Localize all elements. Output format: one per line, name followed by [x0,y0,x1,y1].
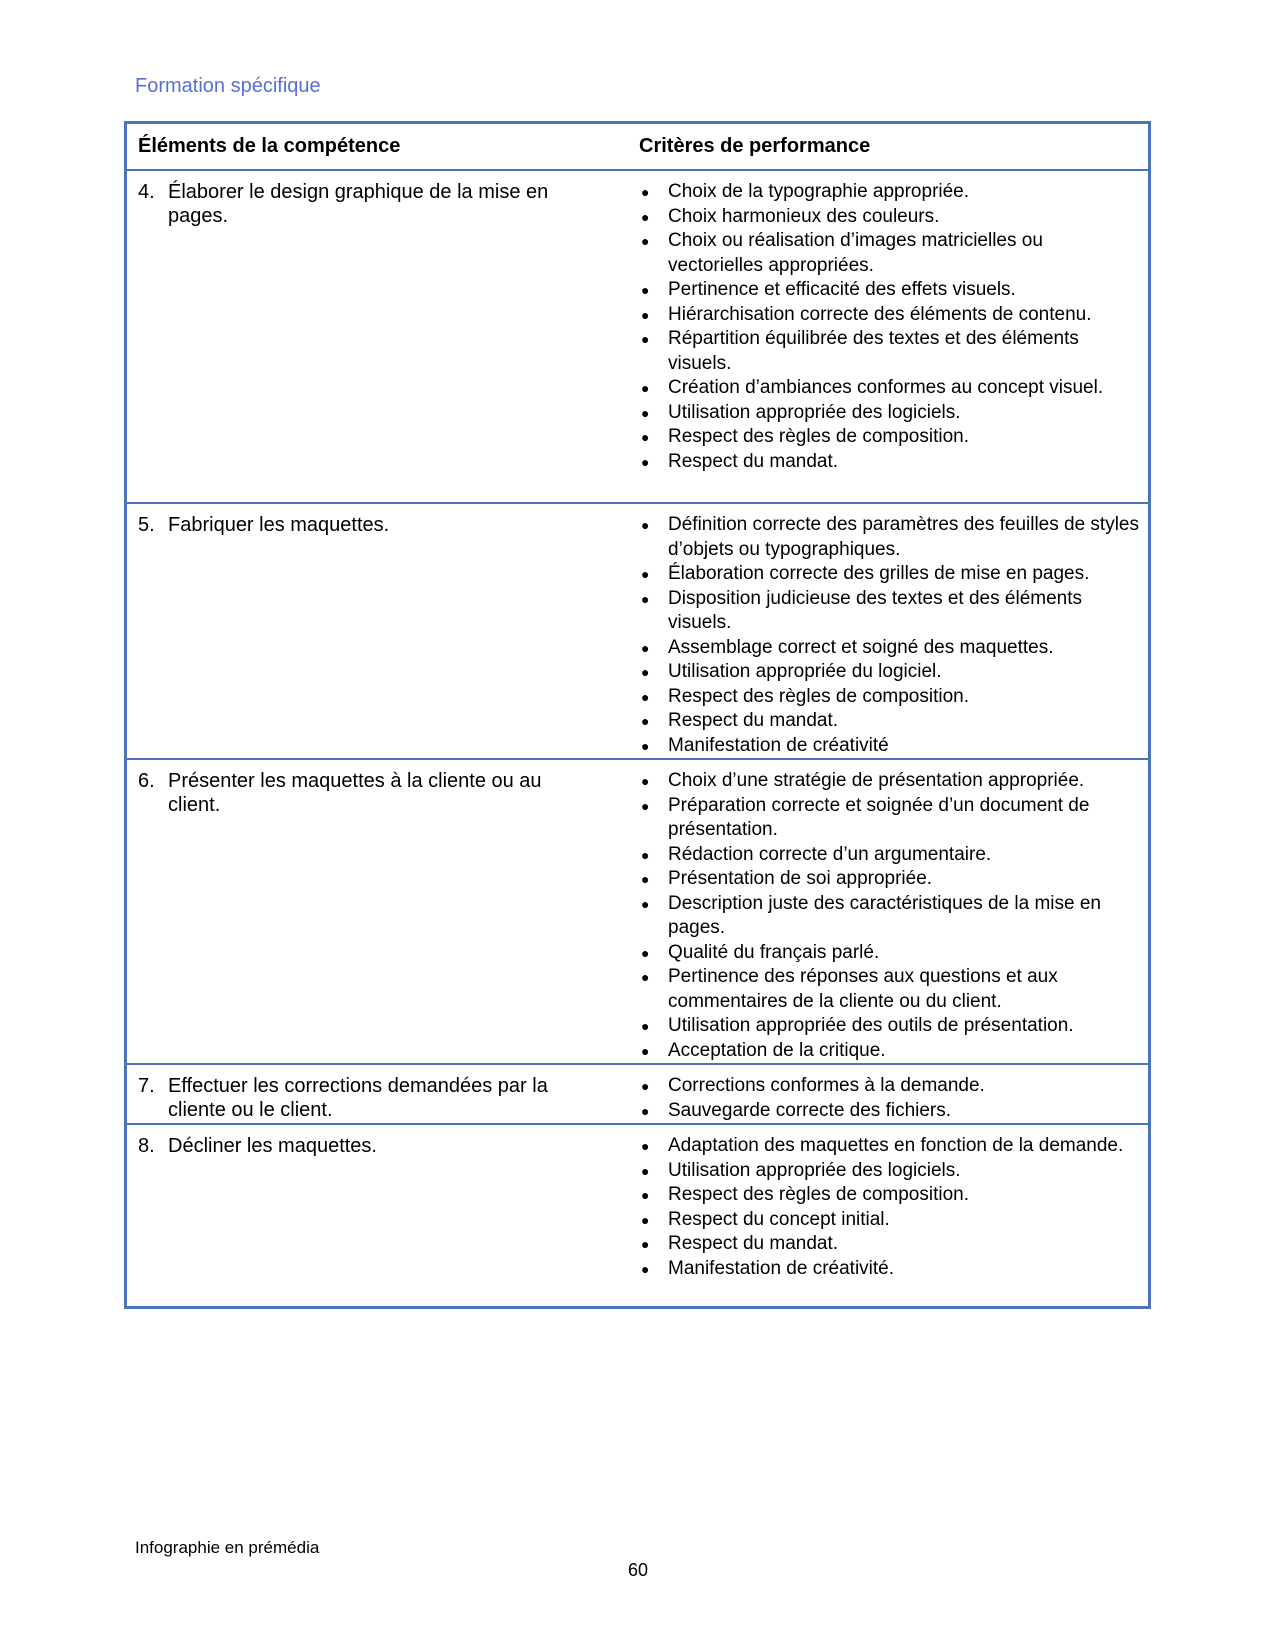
list-item [639,1134,1148,1159]
criterion-text: Préparation correcte et soignée d’un document de présentation. [668,794,1090,840]
list-item [639,769,1148,794]
list-item [639,513,1148,562]
bullet-icon: ● [641,184,650,200]
criterion-text: Élaboration correcte des grilles de mise en pages. [668,563,1090,584]
list-item [639,1183,1148,1208]
performance-criteria [639,1074,1148,1123]
competence-table [124,121,1151,1309]
criterion-text: Pertinence des réponses aux questions et aux commentaires de la cliente ou du client. [668,966,1058,1012]
bullet-icon: ● [641,1260,650,1277]
criterion-text: Respect du mandat. [668,710,839,731]
element-number: 6. [138,770,155,792]
criterion-text: Choix harmonieux des couleurs. [668,205,940,227]
list-item [639,1208,1148,1233]
table-row [127,171,1148,504]
bullet-icon: ● [641,1018,650,1034]
bullet-icon: ● [641,737,650,754]
performance-criteria [639,769,1148,1063]
list-item [639,229,1148,278]
list-item [639,180,1148,205]
bullet-icon: ● [641,797,650,814]
element-number: 4. [138,181,155,203]
list-item [639,376,1148,401]
element-text: Effectuer les corrections demandées par la cliente ou le client. [168,1075,548,1121]
element-text: Fabriquer les maquettes. [168,514,390,536]
list-item [639,709,1148,734]
criterion-text: Manifestation de créativité. [668,1257,895,1279]
bullet-icon: ● [641,1102,650,1119]
bullet-icon: ● [641,1078,650,1094]
performance-criteria [639,1134,1148,1306]
table-row [127,504,1148,760]
competence-element [127,513,639,758]
table-header [127,124,1148,171]
element-text: Présenter les maquettes à la cliente ou au client. [168,770,542,816]
competence-element [127,1134,639,1306]
bullet-icon: ● [641,846,650,863]
bullet-icon: ● [641,1042,650,1059]
bullet-icon: ● [641,453,650,470]
competence-element [127,1074,639,1123]
competence-element [127,769,639,1063]
element-number: 7. [138,1075,155,1097]
bullet-icon: ● [641,895,650,912]
bullet-icon: ● [641,969,650,985]
bullet-icon: ● [641,1138,650,1154]
criterion-text: Respect du concept initial. [668,1208,890,1230]
criterion-text: Répartition équilibrée des textes et des éléments visuels. [668,328,1079,374]
list-item [639,327,1148,376]
list-item [639,941,1148,966]
element-number: 5. [138,514,155,536]
list-item [639,965,1148,1014]
criterion-text: Utilisation appropriée du logiciel. [668,661,942,682]
criterion-text: Choix ou réalisation d’images matricielles ou vectorielles appropriées. [668,230,1043,276]
criterion-text: Qualité du français parlé. [668,941,880,963]
bullet-icon: ● [641,871,650,887]
bullet-icon: ● [641,1236,650,1252]
criterion-text: Définition correcte des paramètres des feuilles de styles d’objets ou typographiques. [668,514,1140,560]
bullet-icon: ● [641,590,650,607]
bullet-icon: ● [641,233,650,249]
table-body [127,171,1148,1306]
bullet-icon: ● [641,331,650,347]
criterion-text: Respect des règles de composition. [668,685,969,707]
bullet-icon: ● [641,664,650,680]
criterion-text: Disposition judicieuse des textes et des éléments visuels. [668,587,1083,633]
bullet-icon: ● [641,639,650,656]
list-item [639,685,1148,710]
bullet-icon: ● [641,713,650,729]
list-item [639,1099,1148,1124]
bullet-icon: ● [641,282,650,298]
criterion-text: Respect des règles de composition. [668,1184,969,1205]
list-item [639,425,1148,450]
criterion-text: Pertinence et efficacité des effets visuels. [668,279,1016,300]
list-item [639,892,1148,941]
list-item [639,1074,1148,1099]
bullet-icon: ● [641,429,650,445]
list-item [639,401,1148,426]
criterion-text: Rédaction correcte d’un argumentaire. [668,843,992,865]
bullet-icon: ● [641,944,650,961]
criterion-text: Assemblage correct et soigné des maquettes. [668,636,1054,658]
list-item [639,636,1148,661]
section-title: Formation spécifique [135,75,321,97]
criterion-text: Création d’ambiances conformes au concept visuel. [668,377,1104,398]
list-item [639,587,1148,636]
bullet-icon: ● [641,517,650,533]
bullet-icon: ● [641,208,650,225]
list-item [639,843,1148,868]
table-row [127,1065,1148,1125]
column-header-elements: Éléments de la compétence [138,135,401,157]
criterion-text: Adaptation des maquettes en fonction de la demande. [668,1135,1124,1156]
list-item [639,278,1148,303]
element-text: Élaborer le design graphique de la mise en pages. [168,181,549,227]
list-item [639,1159,1148,1184]
element-text: Décliner les maquettes. [168,1135,377,1157]
bullet-icon: ● [641,380,650,396]
bullet-icon: ● [641,306,650,323]
criterion-text: Utilisation appropriée des logiciels. [668,1159,961,1181]
bullet-icon: ● [641,773,650,789]
criterion-text: Respect du mandat. [668,450,839,472]
bullet-icon: ● [641,404,650,421]
list-item [639,734,1148,759]
column-header-criteria: Critères de performance [639,135,871,157]
page-number: 60 [628,1560,649,1580]
criterion-text: Manifestation de créativité [668,734,889,756]
criterion-text: Utilisation appropriée des outils de présentation. [668,1015,1074,1036]
bullet-icon: ● [641,1187,650,1203]
list-item [639,1014,1148,1039]
criterion-text: Hiérarchisation correcte des éléments de contenu. [668,303,1092,325]
list-item [639,867,1148,892]
bullet-icon: ● [641,566,650,582]
list-item [639,794,1148,843]
element-number: 8. [138,1135,155,1157]
footer-program: Infographie en prémédia [135,1538,320,1557]
criterion-text: Acceptation de la critique. [668,1039,886,1061]
criterion-text: Sauvegarde correcte des fichiers. [668,1099,952,1121]
bullet-icon: ● [641,1162,650,1179]
list-item [639,1232,1148,1257]
bullet-icon: ● [641,688,650,705]
list-item [639,205,1148,230]
list-item [639,562,1148,587]
list-item [639,303,1148,328]
criterion-text: Corrections conformes à la demande. [668,1075,985,1096]
list-item [639,660,1148,685]
criterion-text: Description juste des caractéristiques de la mise en pages. [668,892,1101,938]
bullet-icon: ● [641,1211,650,1228]
competence-element [127,180,639,502]
criterion-text: Respect du mandat. [668,1233,839,1254]
list-item [639,1257,1148,1282]
criterion-text: Choix d’une stratégie de présentation appropriée. [668,770,1085,791]
criterion-text: Respect des règles de composition. [668,426,969,447]
criterion-text: Utilisation appropriée des logiciels. [668,401,961,423]
performance-criteria [639,180,1148,502]
performance-criteria [639,513,1148,758]
table-row [127,760,1148,1065]
criterion-text: Choix de la typographie appropriée. [668,181,970,202]
list-item [639,450,1148,475]
table-row [127,1125,1148,1306]
list-item [639,1039,1148,1064]
criterion-text: Présentation de soi appropriée. [668,868,933,889]
